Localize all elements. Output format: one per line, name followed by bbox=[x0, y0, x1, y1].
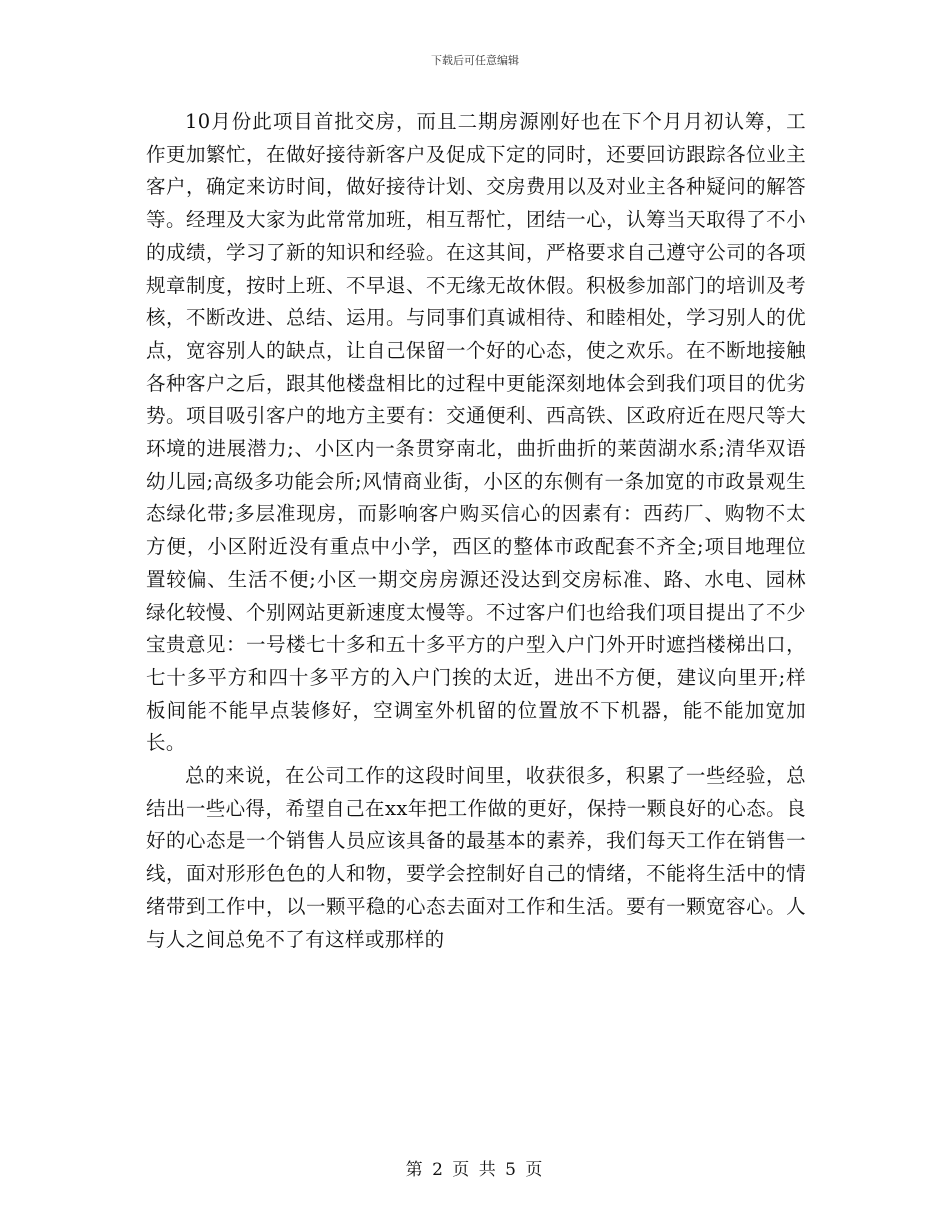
page-number: 第 2 页 共 5 页 bbox=[405, 1160, 545, 1180]
paragraph-1: 10月份此项目首批交房，而且二期房源刚好也在下个月月初认筹，工作更加繁忙，在做好接待新客户及促成下定的同时，还要回访跟踪各位业主客户，确定来访时间，做好接待计划、交房费用以及对业主各种疑问的解答等。经理及大家为此常常加班，相互帮忙，团结一心，认筹当天取得了不小的成绩，学习了新的知识和经验。在这其间，严格要求自己遵守公司的各项规章制度，按时上班、不早退、不无缘无故休假。积极参加部门的培训及考核，不断改进、总结、运用。与同事们真诚相待、和睦相处，学习别人的优点，宽容别人的缺点，让自己保留一个好的心态，使之欢乐。在不断地接触各种客户之后，跟其他楼盘相比的过程中更能深刻地体会到我们项目的优劣势。项目吸引客户的地方主要有：交通便利、西高铁、区政府近在咫尺等大环境的进展潜力;、小区内一条贯穿南北，曲折曲折的莱茵湖水系;清华双语幼儿园;高级多功能会所;风情商业街，小区的东侧有一条加宽的市政景观生态绿化带;多层准现房，而影响客户购买信心的因素有：西药厂、购物不太方便，小区附近没有重点中小学，西区的整体市政配套不齐全;项目地理位置较偏、生活不便;小区一期交房房源还没达到交房标准、路、水电、园林绿化较慢、个别网站更新速度太慢等。不过客户们也给我们项目提出了不少宝贵意见：一号楼七十多和五十多平方的户型入户门外开时遮挡楼梯出口，七十多平方和四十多平方的入户门挨的太近，进出不方便，建议向里开;样板间能不能早点装修好，空调室外机留的位置放不下机器，能不能加宽加长。 bbox=[146, 110, 806, 755]
paragraph-2: 总的来说，在公司工作的这段时间里，收获很多，积累了一些经验，总结出一些心得，希望自己在xx年把工作做的更好，保持一颗良好的心态。良好的心态是一个销售人员应该具备的最基本的素养，我们每天工作在销售一线，面对形形色色的人和物，要学会控制好自己的情绪，不能将生活中的情绪带到工作中，以一颗平稳的心态去面对工作和生活。要有一颗宽容心。人与人之间总免不了有这样或那样的 bbox=[146, 764, 806, 951]
page-header: 下载后可任意编辑 bbox=[431, 54, 519, 67]
document-body bbox=[146, 106, 806, 956]
